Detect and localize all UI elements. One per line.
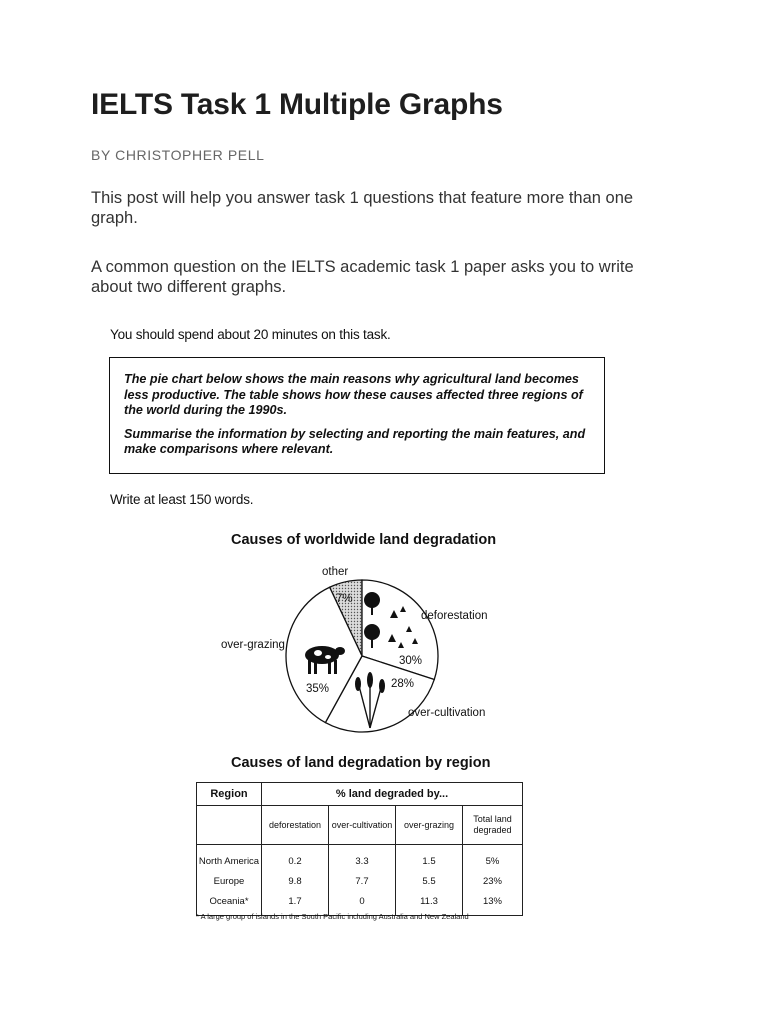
group-header: % land degraded by... bbox=[262, 783, 523, 806]
task-prompt-text: The pie chart below shows the main reasons why agricultural land becomes less productive. The table shows how these causes affected three regions of the world during the 1990s. bbox=[124, 372, 583, 417]
region-header: Region bbox=[197, 783, 262, 806]
page-title: IELTS Task 1 Multiple Graphs bbox=[91, 88, 503, 121]
table-row bbox=[197, 845, 523, 872]
header-spacer bbox=[197, 806, 262, 845]
column-header: deforestation bbox=[262, 806, 329, 845]
value-cell: 11.3 bbox=[396, 891, 463, 916]
table-title: Causes of land degradation by region bbox=[231, 755, 491, 771]
value-cell: 3.3 bbox=[329, 845, 396, 872]
region-table bbox=[196, 782, 523, 916]
region-cell: Europe bbox=[197, 871, 262, 891]
task-summary-text: Summarise the information by selecting and reporting the main features, and make comparisons where relevant. bbox=[124, 426, 586, 456]
value-cell: 5.5 bbox=[396, 871, 463, 891]
table-row bbox=[197, 871, 523, 891]
slice-label-over-grazing: over-grazing bbox=[221, 639, 285, 651]
author-byline[interactable]: BY CHRISTOPHER PELL bbox=[91, 147, 265, 163]
slice-label-deforestation: deforestation bbox=[421, 610, 488, 622]
slice-value-other: 7% bbox=[336, 593, 353, 605]
table-footnote: * A large group of islands in the South Pacific including Australia and New Zealand bbox=[196, 912, 469, 921]
value-cell: 7.7 bbox=[329, 871, 396, 891]
slice-value-over-grazing: 35% bbox=[306, 683, 330, 695]
column-header: Total land degraded bbox=[463, 806, 523, 845]
value-cell: 0.2 bbox=[262, 845, 329, 872]
column-header: over-grazing bbox=[396, 806, 463, 845]
value-cell: 9.8 bbox=[262, 871, 329, 891]
region-cell: North America bbox=[197, 845, 262, 872]
task-instruction: You should spend about 20 minutes on this task. bbox=[110, 327, 391, 342]
context-paragraph: A common question on the IELTS academic task 1 paper asks you to write about two different graphs. bbox=[91, 258, 634, 296]
pie-chart-title: Causes of worldwide land degradation bbox=[231, 532, 497, 548]
slice-value-over-cultivation: 28% bbox=[391, 678, 415, 690]
value-cell: 5% bbox=[463, 845, 523, 872]
slice-label-over-cultivation: over-cultivation bbox=[408, 707, 486, 719]
value-cell: 1.5 bbox=[396, 845, 463, 872]
column-header: over-cultivation bbox=[329, 806, 396, 845]
word-limit: Write at least 150 words. bbox=[110, 492, 254, 507]
value-cell: 23% bbox=[463, 871, 523, 891]
task-prompt-box bbox=[109, 357, 605, 474]
intro-paragraph: This post will help you answer task 1 questions that feature more than one graph. bbox=[91, 189, 634, 227]
slice-label-other: other bbox=[322, 566, 349, 578]
value-cell: 1.7 bbox=[262, 891, 329, 916]
region-cell: Oceania* bbox=[197, 891, 262, 916]
value-cell: 0 bbox=[329, 891, 396, 916]
slice-value-deforestation: 30% bbox=[399, 655, 423, 667]
value-cell: 13% bbox=[463, 891, 523, 916]
